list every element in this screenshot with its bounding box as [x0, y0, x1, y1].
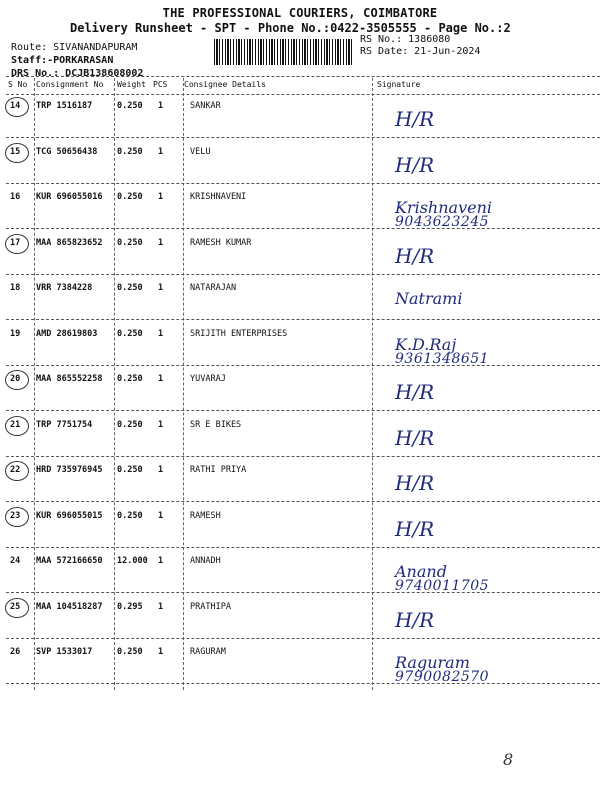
row-pcs: 1: [158, 511, 164, 521]
row-weight: 0.250: [117, 511, 143, 521]
col-header-consignment: Consignment No: [36, 80, 104, 89]
row-pcs: 1: [158, 465, 164, 475]
row-weight: 0.250: [117, 238, 143, 248]
row-signature-phone: 9043623245: [395, 214, 490, 230]
row-consignment-no: VRR 7384228: [36, 283, 93, 293]
row-sno: 20: [10, 374, 21, 384]
row-consignee: YUVARAJ: [190, 374, 226, 384]
row-sno: 19: [10, 329, 21, 339]
row-consignment-no: SVP 1533017: [36, 647, 93, 657]
row-pcs: 1: [158, 420, 164, 430]
row-pcs: 1: [158, 238, 164, 248]
row-rule: [6, 638, 600, 639]
row-weight: 0.250: [117, 283, 143, 293]
row-consignee: SANKAR: [190, 101, 221, 111]
row-consignee: RAGURAM: [190, 647, 226, 657]
row-pcs: 1: [158, 647, 164, 657]
row-pcs: 1: [158, 283, 164, 293]
route-text: Route: SIVANANDAPURAM: [11, 42, 138, 53]
row-sno: 16: [10, 192, 21, 202]
row-consignment-no: KUR 696055015: [36, 511, 103, 521]
row-weight: 0.250: [117, 192, 143, 202]
row-pcs: 1: [158, 556, 164, 566]
row-sno: 24: [10, 556, 21, 566]
row-pcs: 1: [158, 192, 164, 202]
drs-number: DRS No.: DCJB138608002: [11, 68, 144, 79]
row-consignment-no: KUR 696055016: [36, 192, 103, 202]
row-consignment-no: MAA 865552258: [36, 374, 103, 384]
row-consignment-no: MAA 865823652: [36, 238, 103, 248]
row-signature: Anand: [395, 562, 447, 581]
row-rule: [6, 547, 600, 548]
row-consignee: VELU: [190, 147, 211, 157]
row-rule: [6, 228, 600, 229]
column-divider: [34, 78, 35, 690]
row-pcs: 1: [158, 147, 164, 157]
row-consignee: ANNADH: [190, 556, 221, 566]
row-weight: 0.250: [117, 420, 143, 430]
col-header-signature: Signature: [377, 80, 421, 89]
row-sno: 25: [10, 602, 21, 612]
row-weight: 0.295: [117, 602, 143, 612]
row-sno: 22: [10, 465, 21, 475]
row-signature-phone: 9361348651: [395, 351, 490, 367]
table-header-rule: [6, 94, 600, 95]
row-consignment-no: MAA 104518287: [36, 602, 103, 612]
row-signature-phone: 9740011705: [395, 578, 490, 594]
row-rule: [6, 501, 600, 502]
row-signature: H/R: [395, 608, 435, 632]
row-rule: [6, 365, 600, 366]
runsheet-subtitle: Delivery Runsheet - SPT - Phone No.:0422-3505555 - Page No.:2: [70, 21, 511, 35]
column-divider: [183, 78, 184, 690]
col-header-consignee: Consignee Details: [184, 80, 266, 89]
row-weight: 0.250: [117, 329, 143, 339]
row-signature: H/R: [395, 517, 435, 541]
row-signature: Krishnaveni: [395, 198, 493, 217]
row-signature: H/R: [395, 426, 435, 450]
row-rule: [6, 319, 600, 320]
row-weight: 0.250: [117, 374, 143, 384]
row-consignment-no: HRD 735976945: [36, 465, 103, 475]
company-title: THE PROFESSIONAL COURIERS, COIMBATORE: [162, 6, 438, 20]
row-rule: [6, 683, 600, 684]
row-signature: H/R: [395, 244, 435, 268]
row-signature: H/R: [395, 380, 435, 404]
rs-date: RS Date: 21-Jun-2024: [360, 46, 481, 57]
rs-number: RS No.: 1386080: [360, 34, 451, 45]
row-signature: K.D.Raj: [395, 335, 457, 354]
row-consignment-no: TRP 7751754: [36, 420, 93, 430]
row-sno: 26: [10, 647, 21, 657]
row-rule: [6, 137, 600, 138]
row-pcs: 1: [158, 101, 164, 111]
col-header-sno: S No: [8, 80, 28, 89]
row-rule: [6, 592, 600, 593]
table-top-rule: [6, 76, 600, 77]
row-consignment-no: TRP 1516187: [36, 101, 93, 111]
row-weight: 0.250: [117, 147, 143, 157]
row-sno: 15: [10, 147, 21, 157]
row-weight: 12.000: [117, 556, 148, 566]
row-signature-phone: 9790082570: [395, 669, 490, 685]
staff-text: Staff:-PORKARASAN: [11, 55, 114, 66]
row-consignee: SR E BIKES: [190, 420, 242, 430]
row-sno: 17: [10, 238, 21, 248]
row-rule: [6, 274, 600, 275]
row-pcs: 1: [158, 329, 164, 339]
row-rule: [6, 410, 600, 411]
barcode: [214, 39, 352, 65]
row-pcs: 1: [158, 602, 164, 612]
row-signature: H/R: [395, 153, 435, 177]
row-consignment-no: AMD 28619803: [36, 329, 98, 339]
row-sno: 21: [10, 420, 21, 430]
row-consignee: PRATHIPA: [190, 602, 231, 612]
row-sno: 23: [10, 511, 21, 521]
row-pcs: 1: [158, 374, 164, 384]
row-consignee: NATARAJAN: [190, 283, 237, 293]
row-signature: Raguram: [395, 653, 470, 672]
handwritten-page-mark: 8: [503, 750, 514, 769]
col-header-weight: Weight: [117, 80, 146, 89]
row-signature: Natrami: [395, 289, 463, 308]
row-consignment-no: MAA 572166650: [36, 556, 103, 566]
row-consignee: RATHI PRIYA: [190, 465, 247, 475]
row-sno: 18: [10, 283, 21, 293]
row-signature: H/R: [395, 107, 435, 131]
row-weight: 0.250: [117, 465, 143, 475]
row-consignment-no: TCG 50656438: [36, 147, 98, 157]
row-rule: [6, 183, 600, 184]
row-consignee: KRISHNAVENI: [190, 192, 247, 202]
row-signature: H/R: [395, 471, 435, 495]
col-header-pcs: PCS: [153, 80, 168, 89]
row-consignee: SRIJITH ENTERPRISES: [190, 329, 288, 339]
row-sno: 14: [10, 101, 21, 111]
column-divider: [372, 78, 373, 690]
row-weight: 0.250: [117, 101, 143, 111]
row-consignee: RAMESH: [190, 511, 221, 521]
row-rule: [6, 456, 600, 457]
row-consignee: RAMESH KUMAR: [190, 238, 252, 248]
column-divider: [114, 78, 115, 690]
row-weight: 0.250: [117, 647, 143, 657]
